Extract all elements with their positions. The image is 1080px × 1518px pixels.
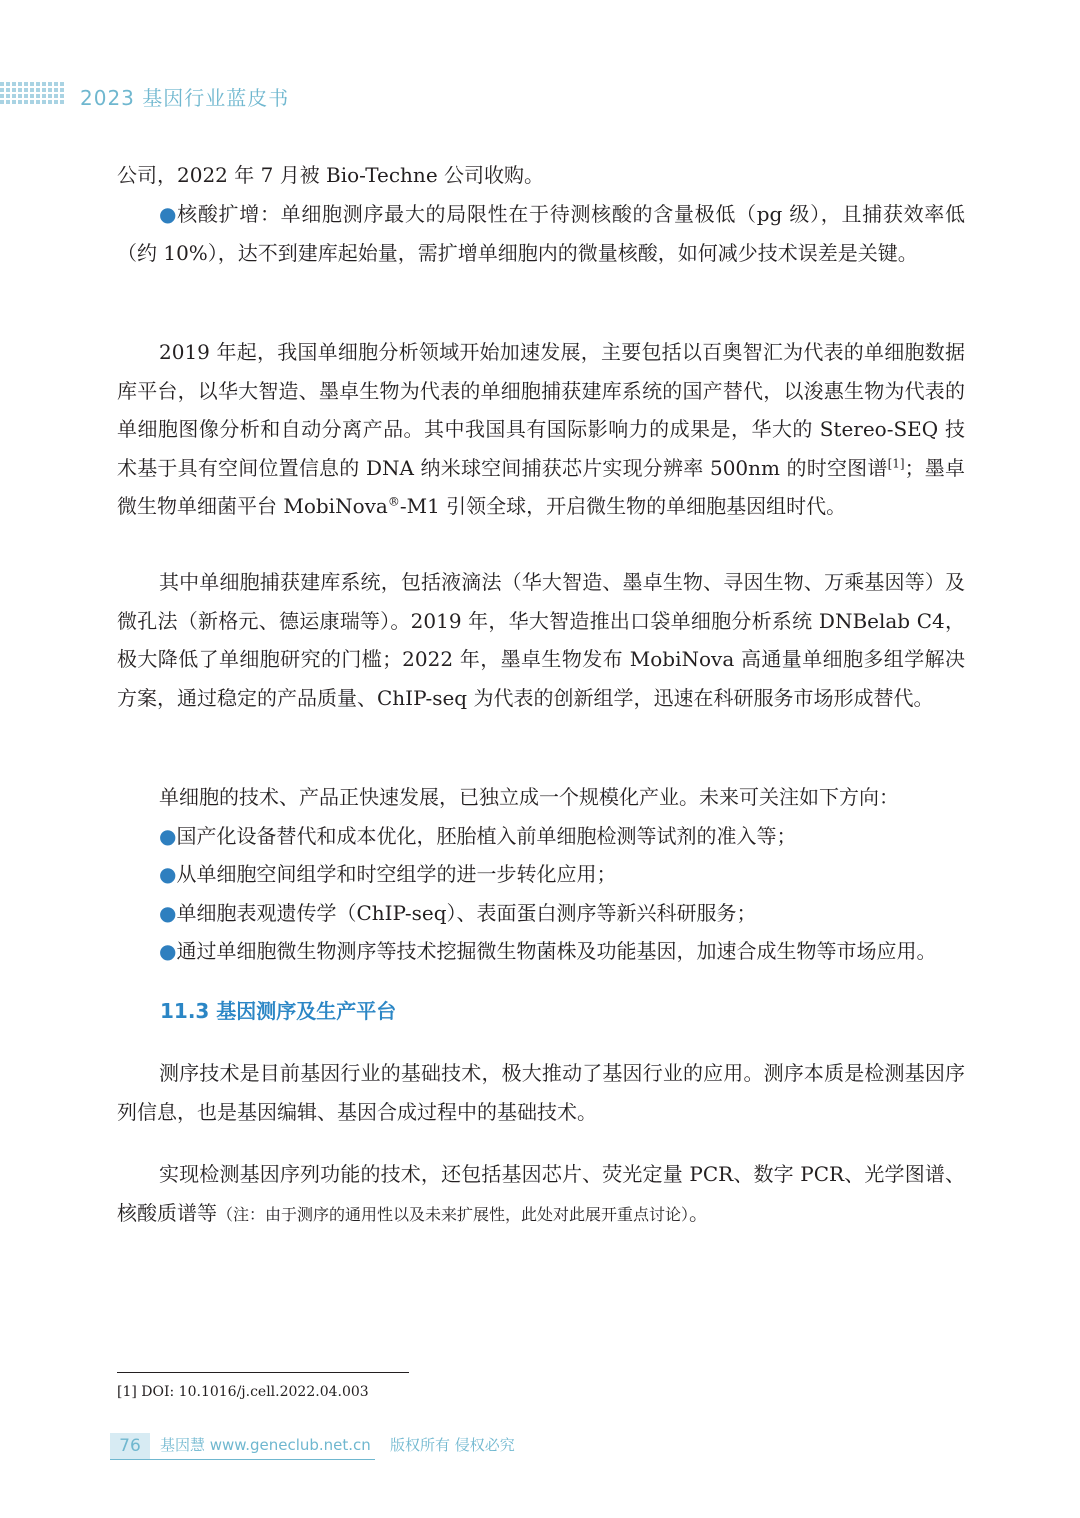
bullet-icon: ● [159, 900, 177, 925]
paragraph-detection-technologies: 实现检测基因序列功能的技术，还包括基因芯片、荧光定量 PCR、数字 PCR、光学图谱、核酸质谱等（注：由于测序的通用性以及未来扩展性，此处对此展开重点讨论）。 [117, 1162, 965, 1225]
paragraph-text: 其中单细胞捕获建库系统，包括液滴法（华大智造、墨卓生物、寻因生物、万乘基因等）及微孔法（新格元、德运康瑞等）。2019 年，华大智造推出口袋单细胞分析系统 DNBelab C4，极大降低了单细胞研究的门槛；2022 年，墨卓生物发布 MobiNova 高通量单细胞多组学解决方案，通过稳定的产品质量、ChIP-seq 为代表的创新组学，迅速在科研服务市场形成替代。 [117, 570, 965, 710]
footnote: [1] DOI: 10.1016/j.cell.2022.04.003 [117, 1384, 369, 1400]
footnote-divider [117, 1372, 409, 1373]
running-header-title: 2023 基因行业蓝皮书 [80, 86, 290, 110]
reference-marker: [1] [887, 455, 905, 470]
paragraph-china-development [117, 333, 965, 526]
paragraph-continuation [117, 156, 965, 195]
page-number: 76 [110, 1433, 150, 1459]
footer-site-link[interactable]: 基因慧 www.geneclub.net.cn [160, 1436, 371, 1454]
paragraph-text: 2019 年起，我国单细胞分析领域开始加速发展，主要包括以百奥智汇为代表的单细胞数据库平台，以华大智造、墨卓生物为代表的单细胞捕获建库系统的国产替代，以浚惠生物为代表的单细胞图像分析和自动分离产品。其中我国具有国际影响力的成果是，华大的 Stereo-SEQ 技术基于具有空间位置信息的 DNA 纳米球空间捕获芯片实现分辨率 500nm 的时空图谱 [117, 340, 965, 480]
bullet-icon: ● [159, 939, 177, 963]
future-directions-block [117, 778, 965, 971]
inline-note: （注：由于测序的通用性以及未来扩展性，此处对此展开重点讨论） [217, 1204, 690, 1224]
list-item: ●从单细胞空间组学和时空组学的进一步转化应用； [159, 862, 617, 886]
section-heading: 11.3 基因测序及生产平台 [160, 999, 397, 1023]
paragraph-text: 核酸扩增：单细胞测序最大的局限性在于待测核酸的含量极低（pg 级），且捕获效率低（约 10%），达不到建库起始量，需扩增单细胞内的微量核酸，如何减少技术误差是关键。 [117, 202, 965, 265]
future-directions-intro: 单细胞的技术、产品正快速发展，已独立成一个规模化产业。未来可关注如下方向： [159, 785, 899, 809]
bullet-icon: ● [159, 862, 177, 886]
list-item: ●通过单细胞微生物测序等技术挖掘微生物菌株及功能基因，加速合成生物等市场应用。 [159, 939, 937, 963]
footer-divider [110, 1459, 375, 1460]
list-item: ●国产化设备替代和成本优化，胚胎植入前单细胞检测等试剂的准入等； [159, 823, 797, 848]
paragraph-text: -M1 引领全球，开启微生物的单细胞基因组时代。 [399, 494, 847, 518]
bullet-paragraph-nucleic-amplification [117, 195, 965, 272]
paragraph-text: 实现检测基因序列功能的技术，还包括基因芯片、荧光定量 PCR、数字 PCR、光学图谱、核酸质谱等 [117, 1162, 965, 1225]
paragraph-text: 测序技术是目前基因行业的基础技术，极大推动了基因行业的应用。测序本质是检测基因序列信息，也是基因编辑、基因合成过程中的基础技术。 [117, 1061, 965, 1124]
registered-mark: ® [387, 494, 400, 509]
list-item: ●单细胞表观遗传学（ChIP-seq）、表面蛋白测序等新兴科研服务； [159, 900, 757, 925]
header-dot-pattern [0, 78, 70, 108]
paragraph-sequencing-basics [117, 1054, 965, 1131]
bullet-icon: ● [159, 823, 177, 848]
footer-copyright: 版权所有 侵权必究 [390, 1436, 515, 1454]
paragraph-text: ；墨卓微生物单细菌平台 MobiNova [117, 455, 966, 518]
paragraph-text: 公司，2022 年 7 月被 Bio-Techne 公司收购。 [117, 163, 545, 187]
bullet-icon: ● [159, 202, 178, 226]
paragraph-capture-systems [117, 563, 965, 717]
